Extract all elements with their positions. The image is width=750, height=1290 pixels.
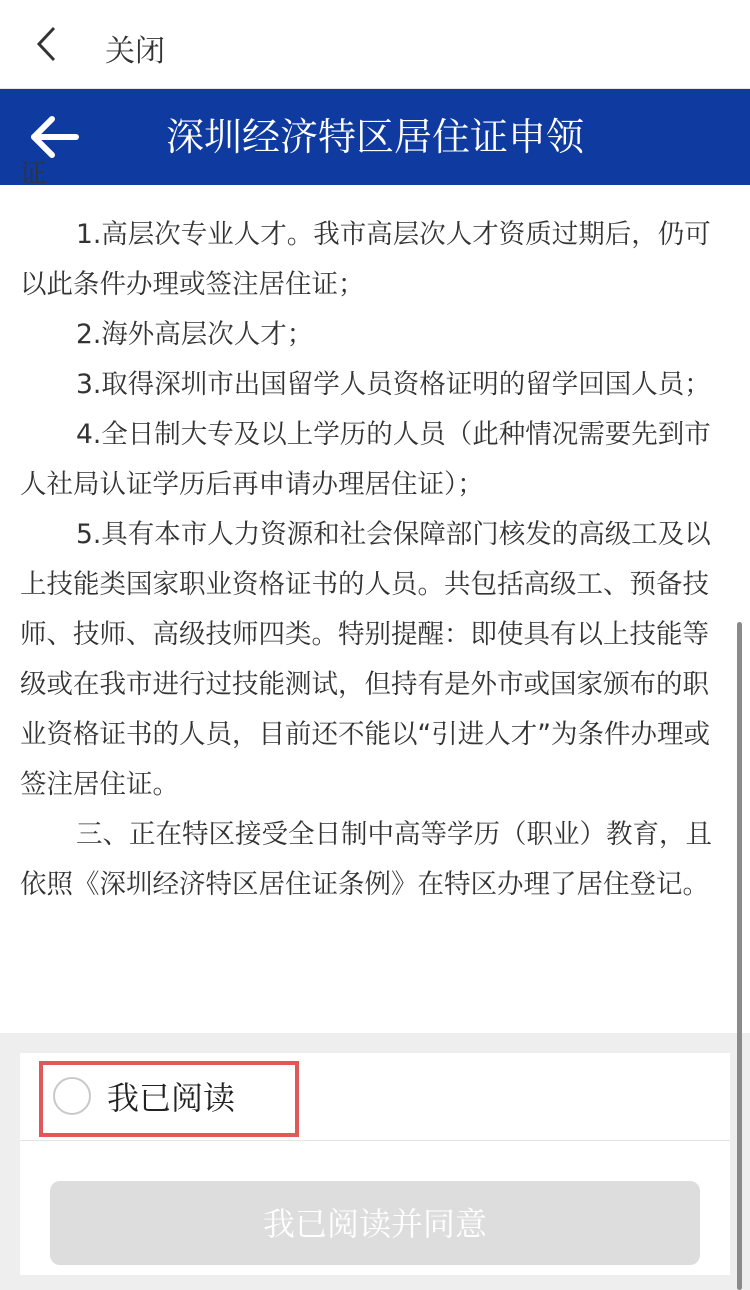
- terms-text: [20, 210, 720, 910]
- page-title: 深圳经济特区居住证申领: [165, 115, 584, 159]
- paragraph: 4.全日制大专及以上学历的人员（此种情况需要先到市人社局认证学历后再申请办理居住证）；: [20, 419, 711, 500]
- paragraph: 2.海外高层次人才；: [76, 319, 314, 350]
- read-checkbox-label[interactable]: 我已阅读: [107, 1079, 236, 1117]
- paragraph: 三、正在特区接受全日制中高等学历（职业）教育，且依照《深圳经济特区居住证条例》在特区办理了居住登记。: [20, 819, 712, 900]
- paragraph: 3.取得深圳市出国留学人员资格证明的留学回国人员；: [76, 369, 711, 400]
- agree-button[interactable]: 我已阅读并同意: [50, 1181, 700, 1265]
- scrollbar[interactable]: [737, 622, 742, 1290]
- clipped-text-line: 证: [20, 159, 47, 189]
- read-checkbox-row[interactable]: [20, 1053, 730, 1141]
- top-nav-bar: [0, 0, 750, 89]
- close-button[interactable]: 关闭: [105, 34, 165, 69]
- paragraph: 5.具有本市人力资源和社会保障部门核发的高级工及以上技能类国家职业资格证书的人员。共包括高级工、预备技师、技师、高级技师四类。特别提醒：即使具有以上技能等级或在我市进行过技能测试，但持有是外市或国家颁布的职业资格证书的人员，目前还不能以“引进人才”为条件办理或签注居住证。: [20, 519, 711, 800]
- paragraph: 1.高层次专业人才。我市高层次人才资质过期后，仍可以此条件办理或签注居住证；: [20, 219, 711, 300]
- read-radio[interactable]: [53, 1077, 91, 1115]
- page-header: [0, 89, 750, 185]
- document-content[interactable]: [0, 159, 750, 1033]
- chevron-left-icon[interactable]: [26, 22, 66, 66]
